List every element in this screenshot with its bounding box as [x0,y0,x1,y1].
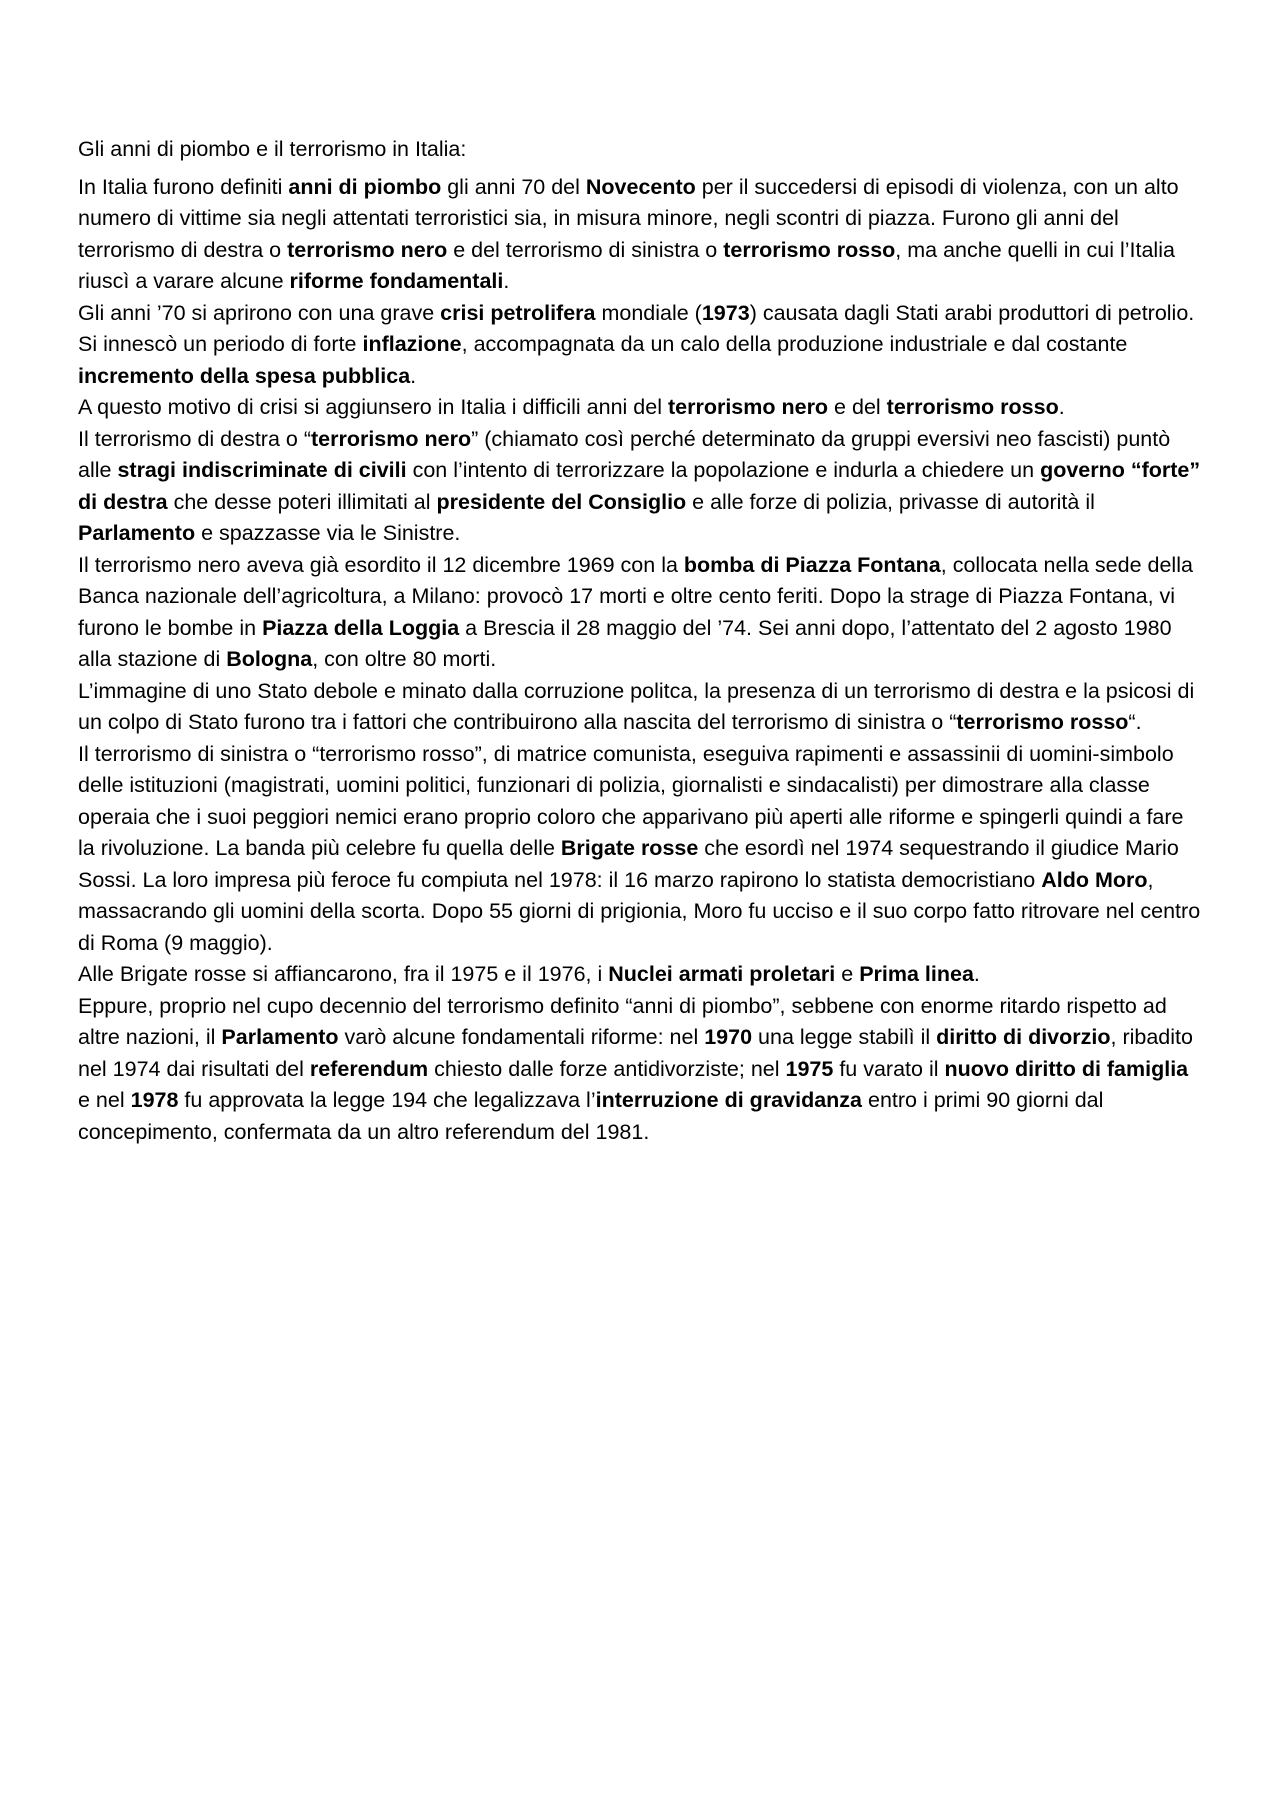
bold-term: Piazza della Loggia [262,615,460,640]
text-run: , massacrando gli uomini della scorta. Dopo 55 giorni di prigionia, Moro fu ucciso e il suo corpo fatto ritrovare nel centro di Roma (9 maggio). [78,867,1201,955]
bold-term: crisi petrolifera [440,300,596,325]
bold-term: inflazione [362,332,462,356]
text-run: Alle Brigate rosse si affiancarono, fra il 1975 e il 1976, i [78,962,609,986]
bold-term: 1975 [785,1056,834,1081]
bold-term: terrorismo nero [667,395,829,419]
text-run: Eppure, proprio nel cupo decennio del terrorismo definito “anni di piombo”, sebbene con enorme ritardo rispetto ad altre nazioni, il [78,993,1167,1049]
text-run: In Italia furono definiti [78,174,289,199]
text-run: fu varato il [833,1056,945,1081]
text-run: L’immagine di uno Stato debole e minato dalla corruzione politca, la presenza di un terrorismo di destra e la psicosi di un colpo di Stato furono tra i fattori che contribuirono alla nascita del terrorismo di sinistra o “ [78,678,1195,734]
text-run: ” (chiamato così perché determinato da gruppi eversivi neo fascisti) puntò alle [78,426,1171,482]
bold-term: incremento della spesa pubblica [78,363,411,388]
bold-term: terrorismo rosso [956,710,1129,734]
bold-term: nuovo diritto di famiglia [944,1056,1189,1081]
bold-term: stragi indiscriminate di civili [117,458,407,482]
bold-term: terrorismo nero [310,426,472,451]
text-run: per il succedersi di episodi di violenza, con un alto numero di vittime sia negli attentati terroristici sia, in misura minore, negli scontri di piazza. Furono gli anni del terrorismo di destra o [78,174,1179,262]
text-run: , accompagnata da un calo della produzione industriale e dal costante [461,332,1128,356]
text-run: , collocata nella sede della Banca nazionale dell’agricoltura, a Milano: provocò 17 morti e oltre cento feriti. Dopo la strage di Piazza Fontana, vi furono le bombe in [78,552,1193,640]
bold-term: Parlamento [221,1025,339,1049]
paragraph [78,991,1202,1149]
text-run: e [835,962,860,986]
bold-term: terrorismo rosso [723,237,896,262]
bold-term: interruzione di gravidanza [595,1088,863,1112]
bold-term: Novecento [585,174,696,199]
paragraph [78,172,1202,298]
text-run: “. [1128,710,1142,734]
text-run: e del [828,395,887,419]
text-run: A questo motivo di crisi si aggiunsero in Italia i difficili anni del [78,395,668,419]
bold-term: 1973 [701,300,750,325]
bold-term: governo “forte” di destra [78,458,1201,514]
paragraph [78,676,1202,739]
text-run: , con oltre 80 morti. [312,647,497,671]
bold-term: diritto di divorzio [936,1025,1111,1049]
paragraph [78,392,1202,424]
text-run: . [1058,395,1065,419]
document-title: Gli anni di piombo e il terrorismo in Italia: [78,137,467,161]
text-run: fu approvata la legge 194 che legalizzava l’ [178,1088,596,1112]
bold-term: bomba di Piazza Fontana [683,552,941,577]
paragraph [78,298,1202,393]
text-run: a Brescia il 28 maggio del ’74. Sei anni dopo, l’attentato del 2 agosto 1980 alla stazione di [78,615,1172,671]
paragraph [78,424,1202,550]
bold-term: referendum [309,1056,429,1081]
bold-term: 1970 [704,1025,753,1049]
text-run: e nel [78,1088,131,1112]
paragraph [78,959,1202,991]
text-run: una legge stabilì il [752,1025,937,1049]
text-run: Il terrorismo nero aveva già esordito il 12 dicembre 1969 con la [78,552,684,577]
text-run: con l’intento di terrorizzare la popolazione e indurla a chiedere un [406,458,1041,482]
paragraph [78,739,1202,960]
document-page [78,134,1202,1148]
text-run: e spazzasse via le Sinistre. [195,521,461,545]
bold-term: Parlamento [78,521,196,545]
paragraph [78,550,1202,676]
bold-term: Aldo Moro [1041,867,1148,892]
bold-term: riforme fondamentali [289,269,504,293]
text-run: . [973,962,980,986]
bold-term: presidente del Consiglio [436,489,687,514]
bold-term: Bologna [226,647,313,671]
text-run: Il terrorismo di destra o “ [78,426,311,451]
text-run: ) causata dagli Stati arabi produttori di petrolio. Si innescò un periodo di forte [78,300,1195,356]
text-run: Il terrorismo di sinistra o “terrorismo rosso”, di matrice comunista, eseguiva rapimenti e assassinii di uomini-simbolo delle istituzioni (magistrati, uomini politici, funzionari di polizia, giornalisti e sindacalisti) per dimostrare alla classe operaia che i suoi peggiori nemici erano proprio coloro che apparivano più aperti alle riforme e spingerli quindi a fare la rivoluzione. La banda più celebre fu quella delle [78,741,1184,860]
text-run: che desse poteri illimitati al [167,489,437,514]
text-run: . [503,269,510,293]
bold-term: Prima linea [859,962,974,986]
text-run: chiesto dalle forze antidivorziste; nel [428,1056,786,1081]
bold-term: terrorismo nero [287,237,448,262]
bold-term: anni di piombo [288,174,442,199]
bold-term: Brigate rosse [560,836,699,860]
bold-term: 1978 [130,1088,179,1112]
text-run: gli anni 70 del [441,174,586,199]
text-run: mondiale ( [595,300,702,325]
bold-term: Nuclei armati proletari [608,962,836,986]
text-run: e alle forze di polizia, privasse di autorità il [686,489,1095,514]
text-run: . [410,363,417,388]
text-run: entro i primi 90 giorni dal concepimento, confermata da un altro referendum del 1981. [78,1088,1104,1144]
text-run: varò alcune fondamentali riforme: nel [338,1025,705,1049]
text-run: , ribadito nel 1974 dai risultati del [78,1025,1193,1081]
bold-term: terrorismo rosso [886,395,1059,419]
text-run: , ma anche quelli in cui l’Italia riuscì a varare alcune [78,237,1175,293]
text-run: e del terrorismo di sinistra o [447,237,724,262]
document-body [78,172,1202,1149]
text-run: Gli anni ’70 si aprirono con una grave [78,300,441,325]
text-run: che esordì nel 1974 sequestrando il giudice Mario Sossi. La loro impresa più feroce fu compiuta nel 1978: il 16 marzo rapirono lo statista democristiano [78,836,1179,892]
